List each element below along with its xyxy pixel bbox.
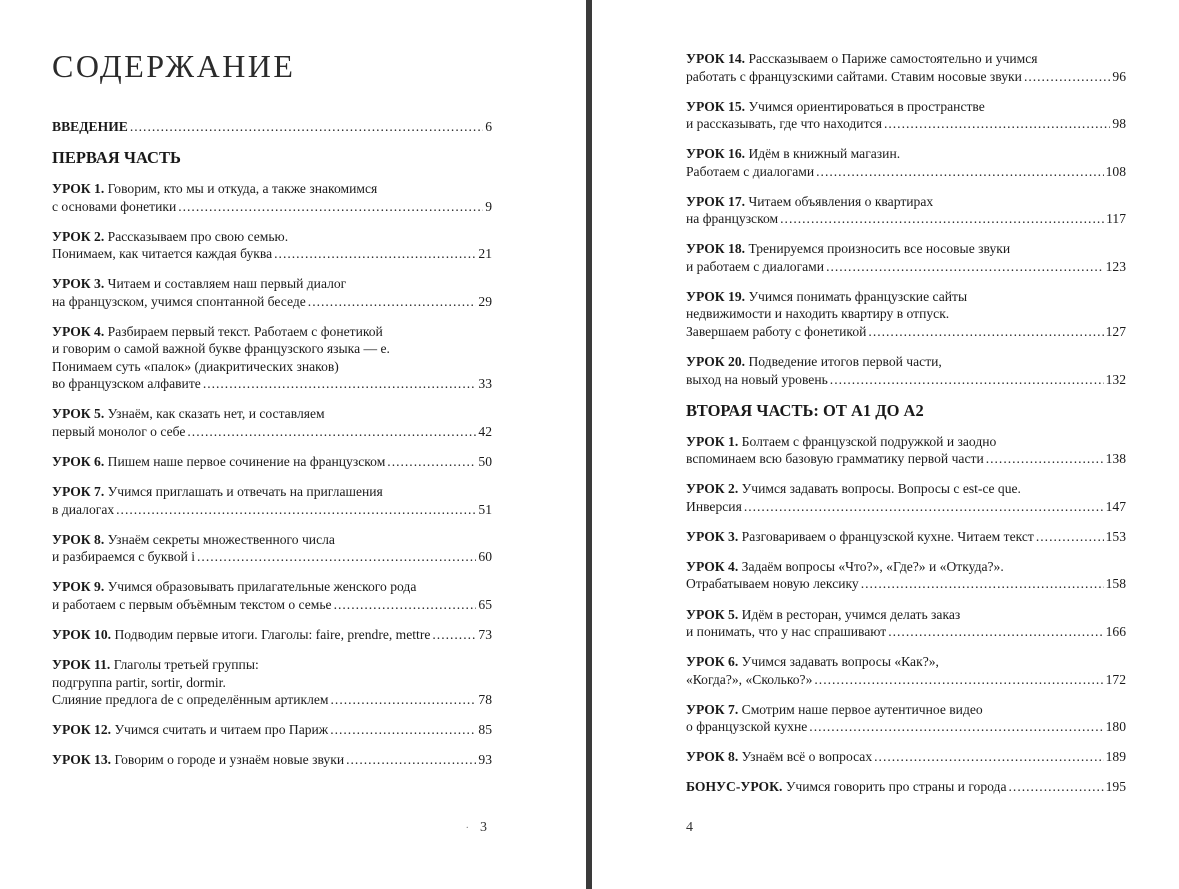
lesson-label: УРОК 6.	[686, 654, 739, 670]
leader-dots	[884, 115, 1110, 133]
page-number: 51	[478, 501, 492, 517]
entry-text-wrap	[686, 258, 824, 276]
page-number: 6	[485, 119, 492, 134]
leader-dots	[331, 691, 477, 709]
entry-text: Подведение итогов первой части,	[748, 354, 942, 370]
entry-last-line	[686, 258, 1126, 276]
leader-dots	[197, 548, 476, 566]
lesson-label: УРОК 8.	[686, 749, 739, 765]
entry-text: Идём в книжный магазин.	[748, 146, 901, 162]
lesson-label: УРОК 12.	[52, 722, 112, 738]
entry-last-line	[686, 748, 1126, 766]
entry-line	[52, 275, 492, 293]
page-number: 127	[1105, 323, 1126, 339]
toc-entry[interactable]	[686, 433, 1126, 468]
entry-line	[52, 483, 492, 501]
leader-dots	[830, 371, 1104, 389]
entry-text: Разбираем первый текст. Работаем с фонетикой	[107, 323, 383, 339]
entry-text: работать с французскими сайтами. Ставим носовые звуки	[686, 68, 1022, 84]
page-number: 33	[478, 376, 492, 392]
toc-entry[interactable]	[52, 751, 492, 769]
entry-text: и понимать, что у нас спрашивают	[686, 624, 887, 640]
left-entry-container	[52, 180, 492, 769]
page-folio-left: 3	[480, 820, 487, 835]
lesson-label: УРОК 18.	[686, 241, 746, 257]
page-number: 189	[1105, 749, 1126, 765]
page-number: 60	[478, 549, 492, 565]
right-entry-container-part-two	[686, 433, 1126, 796]
entry-last-line	[52, 375, 492, 393]
right-toc-list	[686, 50, 1126, 809]
entry-text-wrap	[686, 671, 812, 689]
entry-text-wrap	[52, 596, 332, 614]
toc-entry[interactable]	[52, 228, 492, 263]
entry-last-line	[52, 245, 492, 263]
leader-dots	[178, 198, 483, 216]
entry-last-line	[686, 575, 1126, 593]
lesson-label: УРОК 6.	[52, 454, 105, 470]
entry-last-line	[686, 323, 1126, 341]
entry-line	[52, 228, 492, 246]
entry-last-line	[52, 293, 492, 311]
leader-dots	[888, 623, 1103, 641]
toc-entry[interactable]	[686, 653, 1126, 688]
entry-line	[686, 558, 1126, 576]
page-number: 21	[478, 246, 492, 262]
entry-text: Учимся понимать французские сайты	[748, 288, 968, 304]
page-number: 158	[1105, 576, 1126, 592]
entry-text-wrap	[52, 423, 185, 441]
leader-dots	[814, 671, 1103, 689]
entry-text-wrap	[52, 453, 385, 471]
entry-line	[52, 405, 492, 423]
entry-text: Отрабатываем новую лексику	[686, 576, 859, 592]
entry-line	[52, 656, 492, 674]
leader-dots	[868, 323, 1103, 341]
page-number: 117	[1106, 211, 1126, 227]
entry-last-line	[52, 501, 492, 519]
page-number: 98	[1112, 116, 1126, 132]
entry-text: вспоминаем всю базовую грамматику первой части	[686, 451, 984, 467]
entry-last-line	[686, 163, 1126, 181]
entry-text: Пишем наше первое сочинение на французском	[107, 454, 386, 470]
entry-text: Учимся образовывать прилагательные женского рода	[107, 579, 417, 595]
lesson-label: УРОК 9.	[52, 579, 105, 595]
toc-entry[interactable]	[686, 480, 1126, 515]
entry-line	[686, 433, 1126, 451]
entry-text-wrap	[52, 198, 176, 216]
entry-text-wrap	[686, 68, 1022, 86]
toc-entry[interactable]	[686, 98, 1126, 133]
page-number: 195	[1105, 779, 1126, 795]
entry-text: и работаем с диалогами	[686, 258, 825, 274]
entry-text-wrap	[52, 245, 272, 263]
page-number: 172	[1105, 671, 1126, 687]
entry-text: выход на новый уровень	[686, 371, 828, 387]
entry-text: в диалогах	[52, 501, 115, 517]
entry-text: на французском, учимся спонтанной беседе	[52, 293, 306, 309]
entry-text: «Когда?», «Сколько?»	[686, 671, 813, 687]
lesson-label: УРОК 2.	[52, 228, 105, 244]
entry-last-line	[52, 198, 492, 216]
toc-entry[interactable]	[686, 778, 1126, 796]
entry-text: Говорим, кто мы и откуда, а также знакомимся	[107, 181, 378, 197]
toc-entry[interactable]	[52, 656, 492, 709]
toc-entry[interactable]	[686, 353, 1126, 388]
entry-text: Завершаем работу с фонетикой	[686, 323, 867, 339]
entry-last-line	[52, 751, 492, 769]
page-number: 93	[478, 752, 492, 768]
lesson-label: УРОК 5.	[52, 406, 105, 422]
lesson-label: УРОК 5.	[686, 606, 739, 622]
lesson-label: УРОК 14.	[686, 51, 746, 66]
page-number: 29	[478, 293, 492, 309]
entry-text: недвижимости и находить квартиру в отпуск.	[686, 306, 950, 322]
right-page	[686, 0, 1126, 889]
entry-text-wrap	[686, 210, 778, 228]
page-number: 42	[478, 423, 492, 439]
entry-text: и рассказывать, где что находится	[686, 116, 882, 132]
intro-label: ВВЕДЕНИЕ	[52, 119, 128, 134]
toc-entry[interactable]	[686, 240, 1126, 275]
entry-text: Учимся считать и читаем про Париж	[114, 722, 329, 738]
page-number: 166	[1105, 624, 1126, 640]
entry-text-wrap	[686, 718, 807, 736]
entry-text-wrap	[686, 623, 886, 641]
entry-line	[52, 674, 492, 692]
entry-last-line	[52, 453, 492, 471]
entry-text: Рассказываем про свою семью.	[107, 228, 289, 244]
toc-entry[interactable]	[686, 701, 1126, 736]
entry-text: Говорим о городе и узнаём новые звуки	[114, 752, 345, 768]
entry-text-wrap	[686, 748, 872, 766]
entry-text: и работаем с первым объёмным текстом о семье	[52, 596, 332, 612]
section-heading-part-one: ПЕРВАЯ ЧАСТЬ	[52, 148, 181, 168]
entry-text: Глаголы третьей группы:	[113, 657, 259, 673]
entry-line	[686, 305, 1126, 323]
entry-text-wrap	[52, 375, 201, 393]
toc-entry[interactable]	[686, 50, 1126, 85]
entry-last-line	[686, 623, 1126, 641]
entry-text: Подводим первые итоги. Глаголы: faire, prendre, mettre	[114, 626, 431, 642]
leader-dots	[744, 498, 1104, 516]
lesson-label: УРОК 13.	[52, 752, 112, 768]
leader-dots	[274, 245, 476, 263]
book-gutter	[586, 0, 592, 889]
entry-text: Слияние предлога de с определённым артиклем	[52, 692, 329, 708]
toc-entry[interactable]	[686, 558, 1126, 593]
leader-dots	[187, 423, 476, 441]
toc-entry[interactable]	[686, 145, 1126, 180]
entry-text: Рассказываем о Париже самостоятельно и учимся	[748, 51, 1038, 66]
entry-line	[686, 653, 1126, 671]
lesson-label: УРОК 7.	[52, 484, 105, 500]
entry-line	[686, 50, 1126, 68]
entry-line	[52, 358, 492, 376]
toc-entry[interactable]	[686, 193, 1126, 228]
toc-entry[interactable]	[52, 721, 492, 739]
entry-text: Узнаём всё о вопросах	[741, 749, 873, 765]
lesson-label: БОНУС-УРОК.	[686, 779, 783, 795]
lesson-label: УРОК 1.	[686, 433, 739, 449]
leader-dots	[1024, 68, 1110, 86]
entry-line	[686, 606, 1126, 624]
page-number: 147	[1105, 498, 1126, 514]
page-folio-right: 4	[686, 820, 693, 835]
entry-line	[52, 180, 492, 198]
leader-dots	[1036, 528, 1104, 546]
entry-line	[52, 578, 492, 596]
entry-text: о французской кухне	[686, 719, 808, 735]
entry-last-line	[686, 115, 1126, 133]
entry-text: Узнаём секреты множественного числа	[107, 531, 335, 547]
leader-dots	[334, 596, 477, 614]
entry-last-line	[52, 626, 492, 644]
folio-mark: .	[466, 820, 469, 831]
lesson-label: УРОК 17.	[686, 193, 746, 209]
entry-text: Идём в ресторан, учимся делать заказ	[741, 606, 961, 622]
entry-last-line	[686, 528, 1126, 546]
entry-line	[686, 353, 1126, 371]
leader-dots	[130, 118, 483, 136]
leader-dots	[203, 375, 477, 393]
leader-dots	[1009, 778, 1104, 796]
lesson-label: УРОК 2.	[686, 481, 739, 497]
leader-dots	[780, 210, 1104, 228]
toc-entry[interactable]	[52, 405, 492, 440]
entry-last-line	[686, 718, 1126, 736]
toc-entry[interactable]	[52, 483, 492, 518]
leader-dots	[816, 163, 1103, 181]
lesson-label: УРОК 7.	[686, 701, 739, 717]
page-number: 85	[478, 722, 492, 738]
entry-text-wrap	[686, 450, 984, 468]
lesson-label: УРОК 19.	[686, 288, 746, 304]
page-number: 73	[478, 626, 492, 642]
entry-text: Понимаем суть «палок» (диакритических знаков)	[52, 358, 339, 374]
entry-text: Понимаем, как читается каждая буква	[52, 246, 273, 262]
page-number: 65	[478, 596, 492, 612]
leader-dots	[986, 450, 1104, 468]
left-toc-list	[52, 118, 492, 781]
entry-last-line	[52, 423, 492, 441]
entry-last-line	[52, 548, 492, 566]
entry-text-wrap	[686, 115, 882, 133]
lesson-label: УРОК 3.	[686, 528, 739, 544]
entry-last-line	[52, 596, 492, 614]
left-page	[52, 0, 492, 889]
entry-last-line	[686, 671, 1126, 689]
leader-dots	[346, 751, 476, 769]
entry-text: и говорим о самой важной букве французского языка — е.	[52, 341, 390, 357]
entry-last-line	[686, 210, 1126, 228]
page-number: 153	[1105, 528, 1126, 544]
entry-line	[52, 323, 492, 341]
entry-text-wrap	[686, 371, 828, 389]
entry-text: Учимся говорить про страны и города	[785, 779, 1007, 795]
entry-text-wrap	[52, 691, 329, 709]
toc-entry[interactable]	[52, 180, 492, 215]
page-number: 78	[478, 692, 492, 708]
leader-dots	[432, 626, 476, 644]
entry-text-wrap	[52, 721, 328, 739]
entry-text-wrap	[52, 626, 430, 644]
entry-line	[686, 288, 1126, 306]
toc-entry[interactable]	[686, 528, 1126, 546]
entry-text: и разбираемся с буквой i	[52, 549, 196, 565]
leader-dots	[330, 721, 476, 739]
toc-entry[interactable]	[52, 626, 492, 644]
entry-text: подгруппа partir, sortir, dormir.	[52, 674, 226, 690]
leader-dots	[861, 575, 1104, 593]
entry-text: Учимся задавать вопросы. Вопросы с est-ce que.	[741, 481, 1021, 497]
toc-entry[interactable]	[52, 323, 492, 393]
lesson-label: УРОК 10.	[52, 626, 112, 642]
entry-text: Учимся ориентироваться в пространстве	[748, 98, 985, 114]
page-number: 132	[1105, 371, 1126, 387]
entry-text-wrap	[52, 501, 114, 519]
entry-last-line	[686, 371, 1126, 389]
entry-text: Тренируемся произносить все носовые звуки	[748, 241, 1011, 257]
section-heading-part-two: ВТОРАЯ ЧАСТЬ: ОТ А1 ДО А2	[686, 400, 924, 420]
entry-last-line	[686, 778, 1126, 796]
entry-line	[686, 98, 1126, 116]
entry-text-wrap	[686, 778, 1007, 796]
entry-text: Читаем объявления о квартирах	[748, 193, 934, 209]
leader-dots	[308, 293, 477, 311]
entry-text: Учимся приглашать и отвечать на приглашения	[107, 484, 383, 500]
entry-line	[52, 531, 492, 549]
leader-dots	[387, 453, 476, 471]
entry-line	[686, 480, 1126, 498]
entry-text: во французском алфавите	[52, 376, 201, 392]
page-number: 9	[485, 198, 492, 214]
entry-last-line	[52, 691, 492, 709]
toc-entry[interactable]	[52, 275, 492, 310]
lesson-label: УРОК 15.	[686, 98, 746, 114]
entry-last-line	[686, 450, 1126, 468]
entry-line	[686, 240, 1126, 258]
lesson-label: УРОК 3.	[52, 276, 105, 292]
right-entry-container-part-one	[686, 50, 1126, 388]
entry-text-wrap	[686, 323, 866, 341]
toc-entry[interactable]	[686, 606, 1126, 641]
toc-title: СОДЕРЖАНИЕ	[52, 48, 296, 84]
entry-last-line	[686, 498, 1126, 516]
toc-entry[interactable]	[52, 578, 492, 613]
page-number: 180	[1105, 719, 1126, 735]
toc-entry-intro[interactable]	[52, 118, 492, 136]
entry-line	[686, 701, 1126, 719]
lesson-label: УРОК 8.	[52, 531, 105, 547]
entry-text-wrap	[686, 528, 1034, 546]
entry-text-wrap	[52, 548, 195, 566]
page-number: 138	[1105, 451, 1126, 467]
entry-text: Узнаём, как сказать нет, и составляем	[107, 406, 325, 422]
entry-line	[52, 340, 492, 358]
entry-text: Разговариваем о французской кухне. Читаем текст	[741, 528, 1034, 544]
entry-line	[686, 193, 1126, 211]
entry-text: Работаем с диалогами	[686, 163, 815, 179]
entry-text-wrap	[52, 293, 306, 311]
entry-text-wrap	[52, 751, 344, 769]
entry-text: Учимся задавать вопросы «Как?»,	[741, 654, 939, 670]
lesson-label: УРОК 1.	[52, 181, 105, 197]
entry-text: Болтаем с французской подружкой и заодно	[741, 433, 997, 449]
entry-text: с основами фонетики	[52, 198, 177, 214]
entry-text: Задаём вопросы «Что?», «Где?» и «Откуда?».	[741, 558, 1004, 574]
leader-dots	[874, 748, 1103, 766]
toc-entry[interactable]	[52, 453, 492, 471]
lesson-label: УРОК 11.	[52, 657, 111, 673]
entry-text: Смотрим наше первое аутентичное видео	[741, 701, 983, 717]
lesson-label: УРОК 20.	[686, 354, 746, 370]
toc-entry[interactable]	[686, 288, 1126, 341]
entry-text-wrap	[686, 575, 859, 593]
toc-entry[interactable]	[686, 748, 1126, 766]
page-number: 123	[1105, 258, 1126, 274]
leader-dots	[809, 718, 1103, 736]
toc-entry[interactable]	[52, 531, 492, 566]
entry-text: первый монолог о себе	[52, 423, 186, 439]
page-number: 108	[1105, 163, 1126, 179]
leader-dots	[826, 258, 1104, 276]
entry-last-line	[686, 68, 1126, 86]
entry-line	[686, 145, 1126, 163]
page-number: 96	[1112, 68, 1126, 84]
lesson-label: УРОК 4.	[52, 323, 105, 339]
entry-text: Читаем и составляем наш первый диалог	[107, 276, 347, 292]
entry-text: Инверсия	[686, 498, 742, 514]
leader-dots	[116, 501, 476, 519]
lesson-label: УРОК 4.	[686, 558, 739, 574]
lesson-label: УРОК 16.	[686, 146, 746, 162]
entry-text: на французском	[686, 211, 779, 227]
page-number: 50	[478, 454, 492, 470]
entry-text-wrap	[686, 163, 814, 181]
entry-text-wrap	[686, 498, 742, 516]
entry-last-line	[52, 721, 492, 739]
